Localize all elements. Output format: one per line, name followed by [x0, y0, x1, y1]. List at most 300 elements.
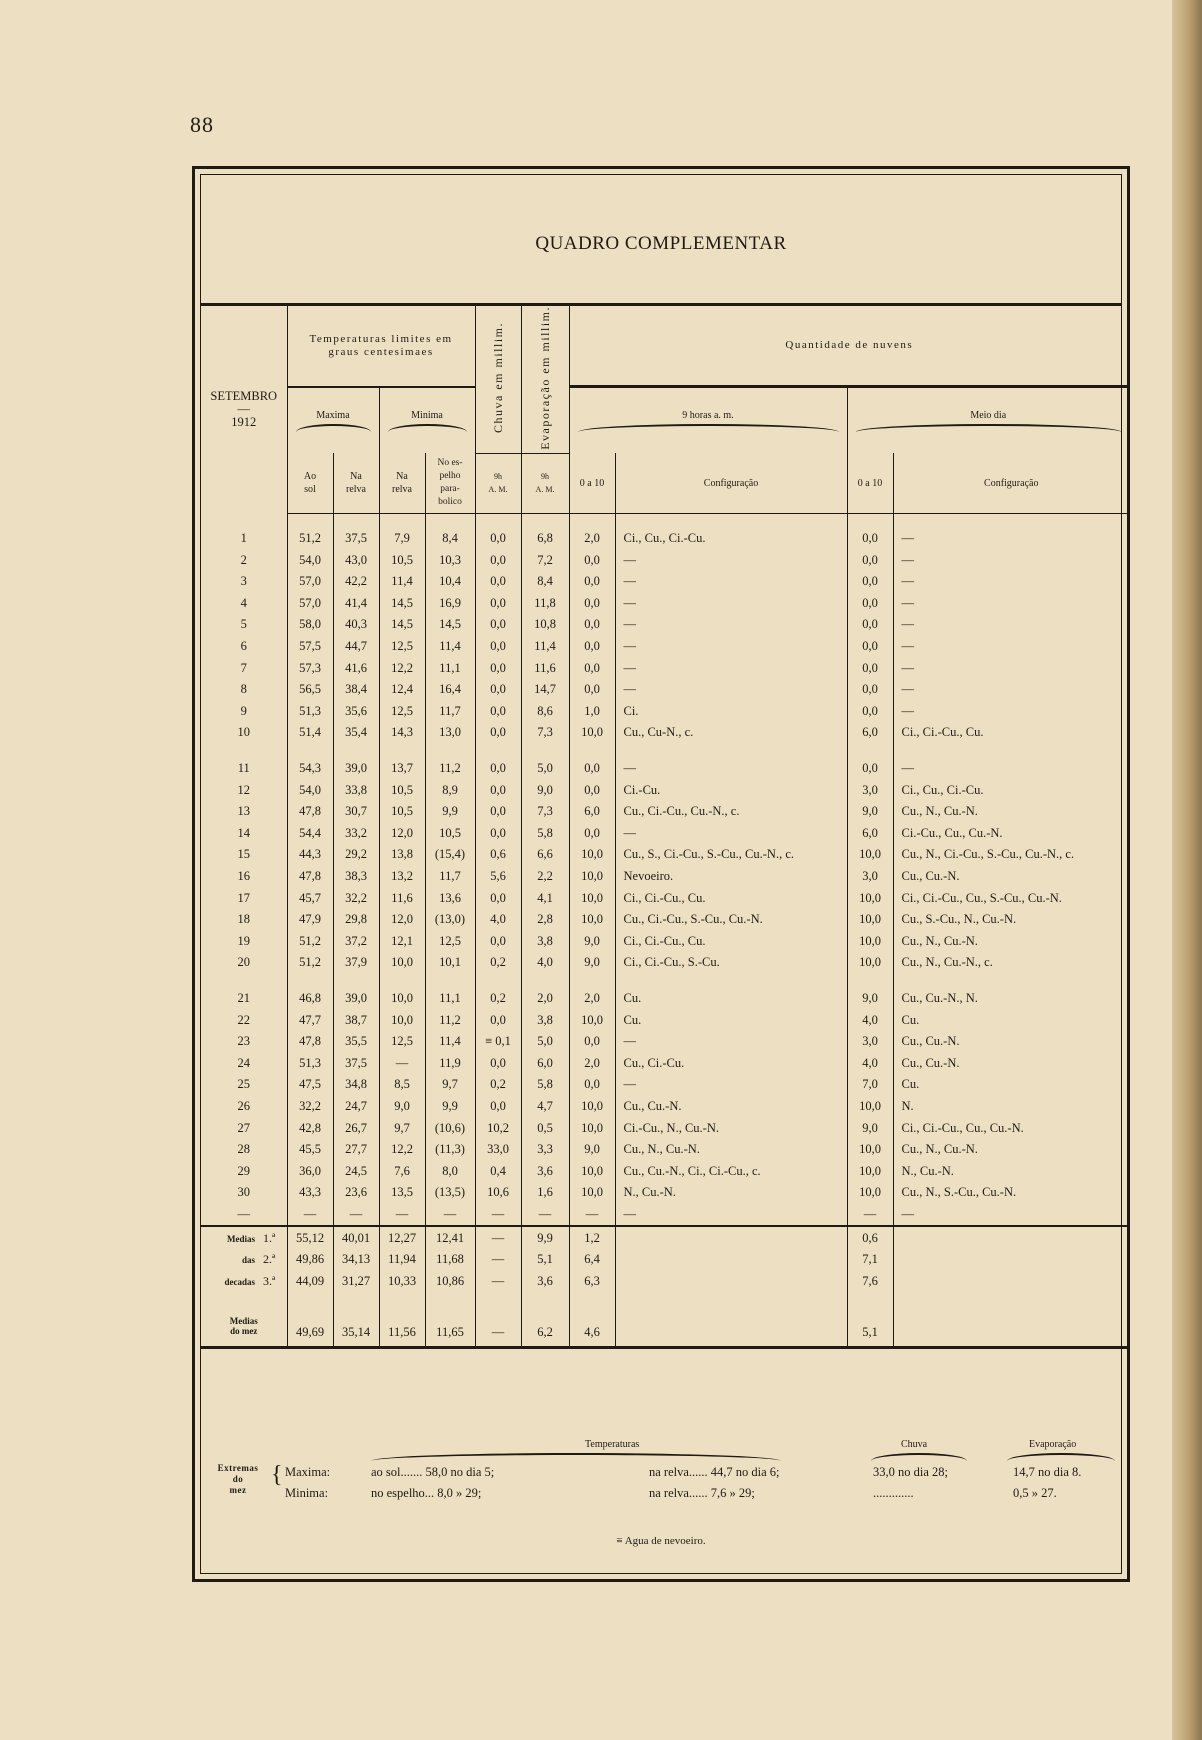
sol-cell: 42,8 — [287, 1117, 333, 1139]
c9-cell — [615, 1249, 847, 1271]
relva-min-cell: 11,94 — [379, 1249, 425, 1271]
espelho-cell: 12,5 — [425, 930, 475, 952]
sol-cell: 47,8 — [287, 1031, 333, 1053]
chuva-cell: 0,0 — [475, 701, 521, 723]
evap-cell: 4,7 — [521, 1096, 569, 1118]
day-cell: 14 — [237, 825, 250, 840]
espelho-cell: 11,2 — [425, 758, 475, 780]
maxima-row-label: Maxima: — [285, 1465, 331, 1479]
evap-cell: 10,8 — [521, 614, 569, 636]
sol-cell: 51,2 — [287, 528, 333, 550]
extremas-section — [201, 1407, 1121, 1577]
meio-dia-header — [847, 387, 1129, 454]
nm-cell: 10,0 — [847, 844, 893, 866]
evap-cell: 9,9 — [521, 1226, 569, 1249]
sol-cell: 43,3 — [287, 1182, 333, 1204]
evap-cell: 7,3 — [521, 722, 569, 744]
day-cell: 30 — [237, 1185, 250, 1200]
chuva-cell: 10,2 — [475, 1117, 521, 1139]
day-cell: 19 — [237, 933, 250, 948]
month-header — [201, 306, 287, 513]
nm-cell: 0,0 — [847, 571, 893, 593]
cm-cell: Ci., Ci.-Cu., Cu. — [893, 722, 1129, 744]
c9-cell: Cu., N., Cu.-N. — [615, 1139, 847, 1161]
evap-cell: 0,5 — [521, 1117, 569, 1139]
evap-cell — [521, 974, 569, 988]
cm-cell — [893, 1226, 1129, 1249]
extremas-temp-header: Temperaturas — [585, 1439, 640, 1450]
n9-cell: 6,3 — [569, 1270, 615, 1292]
c9-cell — [615, 974, 847, 988]
nm-cell — [847, 1292, 893, 1306]
cm-cell — [893, 1270, 1129, 1292]
relva-max-cell: 27,7 — [333, 1139, 379, 1161]
min-chuva: ............. — [873, 1486, 914, 1500]
cm-cell: — — [893, 657, 1129, 679]
relva-min-cell: 12,0 — [379, 909, 425, 931]
sol-cell: 51,3 — [287, 1052, 333, 1074]
espelho-cell: 10,86 — [425, 1270, 475, 1292]
evap-cell: 11,6 — [521, 657, 569, 679]
nm-cell: 0,0 — [847, 528, 893, 550]
nuvens-group-header — [569, 306, 1129, 387]
cm-cell: — — [893, 528, 1129, 550]
espelho-cell: 16,9 — [425, 593, 475, 615]
nm-cell: 7,6 — [847, 1270, 893, 1292]
sol-cell: — — [287, 1204, 333, 1227]
n9-cell: 10,0 — [569, 1096, 615, 1118]
relva-min-cell: 11,56 — [379, 1306, 425, 1348]
relva-max-cell: 41,4 — [333, 593, 379, 615]
min-espelho: no espelho... 8,0 » 29; — [371, 1486, 482, 1500]
table-row — [201, 779, 1129, 801]
n9-cell: 0,0 — [569, 571, 615, 593]
c9-cell: Ci. — [615, 701, 847, 723]
nm-scale-header: 0 a 10 — [847, 453, 893, 513]
relva-max-cell: 41,6 — [333, 657, 379, 679]
nm-cell: 10,0 — [847, 1096, 893, 1118]
espelho-cell: (11,3) — [425, 1139, 475, 1161]
day-cell: 23 — [237, 1034, 250, 1049]
table-row — [201, 930, 1129, 952]
chuva-cell: 4,0 — [475, 909, 521, 931]
page-edge — [1172, 0, 1202, 1740]
day-cell: 8 — [240, 682, 247, 697]
table-row — [201, 1204, 1129, 1227]
chuva-cell: 0,0 — [475, 722, 521, 744]
c9-cell: Cu. — [615, 988, 847, 1010]
n9-cell: 0,0 — [569, 779, 615, 801]
cm-cell: — — [893, 593, 1129, 615]
day-cell: 29 — [237, 1163, 250, 1178]
cm-cell: Ci., Ci.-Cu., Cu., Cu.-N. — [893, 1117, 1129, 1139]
relva-max-cell: 34,13 — [333, 1249, 379, 1271]
minima-header — [379, 387, 475, 454]
relva-max-cell: 42,2 — [333, 571, 379, 593]
relva-min-cell — [379, 744, 425, 758]
nm-cell: 0,0 — [847, 657, 893, 679]
extremas-brace: { — [271, 1462, 283, 1488]
espelho-cell: 14,5 — [425, 614, 475, 636]
c9-cell: — — [615, 549, 847, 571]
chuva-cell: 0,6 — [475, 844, 521, 866]
evap-cell: 3,6 — [521, 1270, 569, 1292]
relva-max-cell: 26,7 — [333, 1117, 379, 1139]
relva-min-cell: 14,5 — [379, 614, 425, 636]
c9-cell: — — [615, 823, 847, 845]
sol-cell: 32,2 — [287, 1096, 333, 1118]
c9-cell: Ci., Cu., Ci.-Cu. — [615, 528, 847, 550]
relva-max-cell: 43,0 — [333, 549, 379, 571]
evap-cell: 5,8 — [521, 1074, 569, 1096]
nuvens-group-label: Quantidade de nuvens — [785, 339, 914, 352]
evap-cell: 6,0 — [521, 1052, 569, 1074]
cm-cell: — — [893, 679, 1129, 701]
table-row — [201, 887, 1129, 909]
chuva-header — [475, 306, 521, 453]
table-row — [201, 679, 1129, 701]
sol-cell: 56,5 — [287, 679, 333, 701]
cm-cell: Cu., Cu.-N., N. — [893, 988, 1129, 1010]
relva-min-cell: 13,8 — [379, 844, 425, 866]
day-cell: 24 — [237, 1055, 250, 1070]
extremas-label-1: Extremas — [217, 1463, 259, 1473]
relva-max-cell: 29,2 — [333, 844, 379, 866]
evap-cell: 3,8 — [521, 1009, 569, 1031]
day-cell: 25 — [237, 1077, 250, 1092]
relva-max-cell: 44,7 — [333, 636, 379, 658]
cm-cell — [893, 1306, 1129, 1348]
sol-cell: 57,0 — [287, 593, 333, 615]
cm-cell — [893, 974, 1129, 988]
nm-cell: 5,1 — [847, 1306, 893, 1348]
c9-cell: — — [615, 1074, 847, 1096]
n9-cell: 9,0 — [569, 1139, 615, 1161]
nm-cell: 3,0 — [847, 1031, 893, 1053]
n9-cell: 10,0 — [569, 722, 615, 744]
nm-cell — [847, 744, 893, 758]
nm-cell: 7,1 — [847, 1249, 893, 1271]
data-table — [201, 306, 1129, 1349]
relva-min-cell: 13,5 — [379, 1182, 425, 1204]
table-row — [201, 866, 1129, 888]
relva-min-cell: 13,2 — [379, 866, 425, 888]
relva-max-cell: 34,8 — [333, 1074, 379, 1096]
decada-row — [201, 1270, 1129, 1292]
chuva-header-underline — [871, 1453, 967, 1461]
table-row — [201, 1031, 1129, 1053]
c9-cell: N., Cu.-N. — [615, 1182, 847, 1204]
espelho-header: No es- pelho para- bolico — [425, 453, 475, 513]
evap-cell: 1,6 — [521, 1182, 569, 1204]
espelho-cell — [425, 744, 475, 758]
relva-min-cell: 12,5 — [379, 701, 425, 723]
chuva-cell: — — [475, 1270, 521, 1292]
relva-min-cell: 11,4 — [379, 571, 425, 593]
nm-cell: — — [847, 1204, 893, 1227]
relva-min-cell: 10,5 — [379, 549, 425, 571]
relva-max-cell: 38,4 — [333, 679, 379, 701]
relva-max-cell: 31,27 — [333, 1270, 379, 1292]
table-row — [201, 701, 1129, 723]
nm-cell: 10,0 — [847, 930, 893, 952]
sol-cell: 55,12 — [287, 1226, 333, 1249]
spacer-row — [201, 744, 1129, 758]
cm-cell — [893, 1292, 1129, 1306]
page-title: QUADRO COMPLEMENTAR — [535, 233, 787, 254]
espelho-cell: 9,9 — [425, 1096, 475, 1118]
relva-min-cell: — — [379, 1052, 425, 1074]
table-row — [201, 823, 1129, 845]
chuva-cell: 0,0 — [475, 887, 521, 909]
espelho-cell: — — [425, 1204, 475, 1227]
sol-cell: 54,4 — [287, 823, 333, 845]
cm-cell: Ci.-Cu., Cu., Cu.-N. — [893, 823, 1129, 845]
evap-header — [521, 306, 569, 453]
relva-max-header: Na relva — [333, 453, 379, 513]
cm-cell: Cu., S.-Cu., N., Cu.-N. — [893, 909, 1129, 931]
chuva-cell: — — [475, 1226, 521, 1249]
sol-cell: 44,09 — [287, 1270, 333, 1292]
evap-hour-header — [521, 453, 569, 513]
meio-dia-underline — [856, 424, 1122, 432]
mez-label-cell — [201, 1306, 287, 1348]
day-cell — [201, 1292, 287, 1306]
relva-min-cell: 12,1 — [379, 930, 425, 952]
n9-cell: — — [569, 1204, 615, 1227]
evap-cell — [521, 744, 569, 758]
day-cell: 26 — [237, 1098, 250, 1113]
chuva-cell — [475, 744, 521, 758]
chuva-cell: ≡ 0,1 — [475, 1031, 521, 1053]
relva-max-cell: 23,6 — [333, 1182, 379, 1204]
c9-cell: Cu., Cu-N., c. — [615, 722, 847, 744]
relva-min-cell: 8,5 — [379, 1074, 425, 1096]
sol-cell: 57,3 — [287, 657, 333, 679]
nm-cell: 10,0 — [847, 1160, 893, 1182]
chuva-cell: — — [475, 1306, 521, 1348]
n9-cell: 4,6 — [569, 1306, 615, 1348]
relva-min-cell: 9,0 — [379, 1096, 425, 1118]
chuva-cell: 33,0 — [475, 1139, 521, 1161]
chuva-hour-header — [475, 453, 521, 513]
espelho-cell: (10,6) — [425, 1117, 475, 1139]
nm-cell: 9,0 — [847, 988, 893, 1010]
day-cell: 15 — [237, 847, 250, 862]
c9-cell: Cu., S., Ci.-Cu., S.-Cu., Cu.-N., c. — [615, 844, 847, 866]
nm-cell: 0,0 — [847, 701, 893, 723]
c9-cell: — — [615, 593, 847, 615]
min-relva: na relva...... 7,6 » 29; — [649, 1486, 755, 1500]
temp-group-label: Temperaturas limites em graus centesimaes — [309, 332, 453, 358]
chuva-cell — [475, 974, 521, 988]
cm-config-header: Configuração — [893, 453, 1129, 513]
nm-cell — [847, 974, 893, 988]
day-cell: 6 — [240, 639, 247, 654]
evap-cell: 11,8 — [521, 593, 569, 615]
sol-cell — [287, 1292, 333, 1306]
day-cell: — — [237, 1206, 250, 1221]
nove-horas-underline — [578, 424, 839, 432]
cm-cell: Cu., N., Cu.-N. — [893, 930, 1129, 952]
cm-cell: Cu., N., Cu.-N. — [893, 1139, 1129, 1161]
nm-cell: 0,0 — [847, 636, 893, 658]
cm-cell: N., Cu.-N. — [893, 1160, 1129, 1182]
max-sol: ao sol....... 58,0 no dia 5; — [371, 1465, 495, 1479]
n9-cell: 9,0 — [569, 952, 615, 974]
relva-min-cell: 10,5 — [379, 779, 425, 801]
nm-cell: 0,0 — [847, 549, 893, 571]
espelho-cell: 9,9 — [425, 801, 475, 823]
cm-cell: — — [893, 614, 1129, 636]
evap-cell: 3,3 — [521, 1139, 569, 1161]
relva-max-cell — [333, 974, 379, 988]
table-frame — [192, 166, 1130, 1582]
relva-min-header: Na relva — [379, 453, 425, 513]
cm-cell: Cu., Cu.-N. — [893, 866, 1129, 888]
c9-cell — [615, 1270, 847, 1292]
evap-label: Evaporação em millim. — [538, 306, 552, 450]
relva-max-cell: 24,5 — [333, 1160, 379, 1182]
nm-cell: 0,0 — [847, 758, 893, 780]
day-cell: 21 — [237, 990, 250, 1005]
c9-cell: Ci.-Cu. — [615, 779, 847, 801]
sol-cell: 54,0 — [287, 779, 333, 801]
cm-cell: Cu., N., S.-Cu., Cu.-N. — [893, 1182, 1129, 1204]
table-row — [201, 801, 1129, 823]
decadas-label: Medias — [227, 1233, 255, 1244]
espelho-cell: 10,4 — [425, 571, 475, 593]
decada-row — [201, 1249, 1129, 1271]
chuva-cell: — — [475, 1204, 521, 1227]
c9-cell: Cu., Ci.-Cu., Cu.-N., c. — [615, 801, 847, 823]
nm-cell: 7,0 — [847, 1074, 893, 1096]
espelho-cell: 8,9 — [425, 779, 475, 801]
c9-cell: Cu., Cu.-N. — [615, 1096, 847, 1118]
sol-cell: 46,8 — [287, 988, 333, 1010]
relva-min-cell: 12,27 — [379, 1226, 425, 1249]
sol-cell: 51,3 — [287, 701, 333, 723]
table-row — [201, 844, 1129, 866]
extremas-label-3: mez — [229, 1485, 247, 1495]
n9-cell: 2,0 — [569, 1052, 615, 1074]
evap-cell: 2,0 — [521, 988, 569, 1010]
table-body — [201, 513, 1129, 1347]
c9-cell — [615, 1226, 847, 1249]
sol-cell: 57,5 — [287, 636, 333, 658]
month-label: SETEMBRO — [210, 389, 278, 404]
extremas-label — [201, 1463, 275, 1496]
relva-max-cell — [333, 1292, 379, 1306]
maxima-header — [287, 387, 379, 454]
c9-cell: — — [615, 614, 847, 636]
evap-cell: 2,8 — [521, 909, 569, 931]
c9-cell: Ci., Ci.-Cu., Cu. — [615, 930, 847, 952]
relva-min-cell: 13,7 — [379, 758, 425, 780]
espelho-cell: 9,7 — [425, 1074, 475, 1096]
maxima-label: Maxima — [316, 409, 350, 421]
footnote: ≡ Agua de nevoeiro. — [616, 1535, 706, 1547]
n9-cell: 0,0 — [569, 614, 615, 636]
relva-max-cell: 35,4 — [333, 722, 379, 744]
sol-cell: 58,0 — [287, 614, 333, 636]
espelho-cell: 12,41 — [425, 1226, 475, 1249]
chuva-hour: 9h — [494, 472, 502, 482]
nm-cell: 0,0 — [847, 593, 893, 615]
c9-cell: — — [615, 679, 847, 701]
relva-min-cell: 10,0 — [379, 988, 425, 1010]
espelho-cell: 11,1 — [425, 988, 475, 1010]
n9-cell: 10,0 — [569, 866, 615, 888]
c9-cell: — — [615, 571, 847, 593]
evap-cell: 8,6 — [521, 701, 569, 723]
n9-cell: 10,0 — [569, 909, 615, 931]
cm-cell: Cu., Cu.-N. — [893, 1052, 1129, 1074]
espelho-cell — [425, 974, 475, 988]
espelho-cell: 11,4 — [425, 1031, 475, 1053]
n9-cell — [569, 1292, 615, 1306]
chuva-cell: 0,0 — [475, 549, 521, 571]
extremas-label-2: do — [232, 1474, 244, 1484]
n9-cell: 10,0 — [569, 844, 615, 866]
relva-max-cell — [333, 744, 379, 758]
c9-cell: — — [615, 636, 847, 658]
n9-cell: 0,0 — [569, 657, 615, 679]
n9-cell: 0,0 — [569, 593, 615, 615]
cm-cell: Cu. — [893, 1009, 1129, 1031]
c9-cell: Cu., Cu.-N., Ci., Ci.-Cu., c. — [615, 1160, 847, 1182]
relva-max-cell: 32,2 — [333, 887, 379, 909]
espelho-cell: (15,4) — [425, 844, 475, 866]
n9-cell: 0,0 — [569, 549, 615, 571]
sol-cell: 47,8 — [287, 801, 333, 823]
n9-scale-header: 0 a 10 — [569, 453, 615, 513]
table-row — [201, 722, 1129, 744]
decada-label-cell — [201, 1249, 287, 1271]
relva-max-cell: 33,8 — [333, 779, 379, 801]
table-row — [201, 1074, 1129, 1096]
relva-min-cell: 11,6 — [379, 887, 425, 909]
espelho-cell: 8,0 — [425, 1160, 475, 1182]
chuva-cell: 0,0 — [475, 1009, 521, 1031]
cm-cell: Ci., Ci.-Cu., Cu., S.-Cu., Cu.-N. — [893, 887, 1129, 909]
relva-min-cell: 10,5 — [379, 801, 425, 823]
day-cell: 10 — [237, 725, 250, 740]
evap-cell: 4,1 — [521, 887, 569, 909]
decada-label-cell — [201, 1270, 287, 1292]
decada-number: 3.ª — [263, 1273, 276, 1288]
mez-label-2: do mez — [230, 1325, 258, 1336]
day-cell: 3 — [240, 574, 247, 589]
espelho-cell: 10,5 — [425, 823, 475, 845]
chuva-cell: 0,0 — [475, 528, 521, 550]
chuva-cell: 0,0 — [475, 657, 521, 679]
relva-min-cell: 10,33 — [379, 1270, 425, 1292]
evap-cell: 6,6 — [521, 844, 569, 866]
c9-cell: Ci.-Cu., N., Cu.-N. — [615, 1117, 847, 1139]
n9-cell: 0,0 — [569, 636, 615, 658]
evap-cell: 5,1 — [521, 1249, 569, 1271]
sol-cell: 45,7 — [287, 887, 333, 909]
sol-cell: 51,2 — [287, 930, 333, 952]
relva-max-cell: 33,2 — [333, 823, 379, 845]
espelho-cell: 10,1 — [425, 952, 475, 974]
nm-cell: 10,0 — [847, 1182, 893, 1204]
cm-cell: Cu., N., Cu.-N., c. — [893, 952, 1129, 974]
relva-min-cell: 12,5 — [379, 1031, 425, 1053]
n9-cell — [569, 974, 615, 988]
day-cell: 17 — [237, 890, 250, 905]
